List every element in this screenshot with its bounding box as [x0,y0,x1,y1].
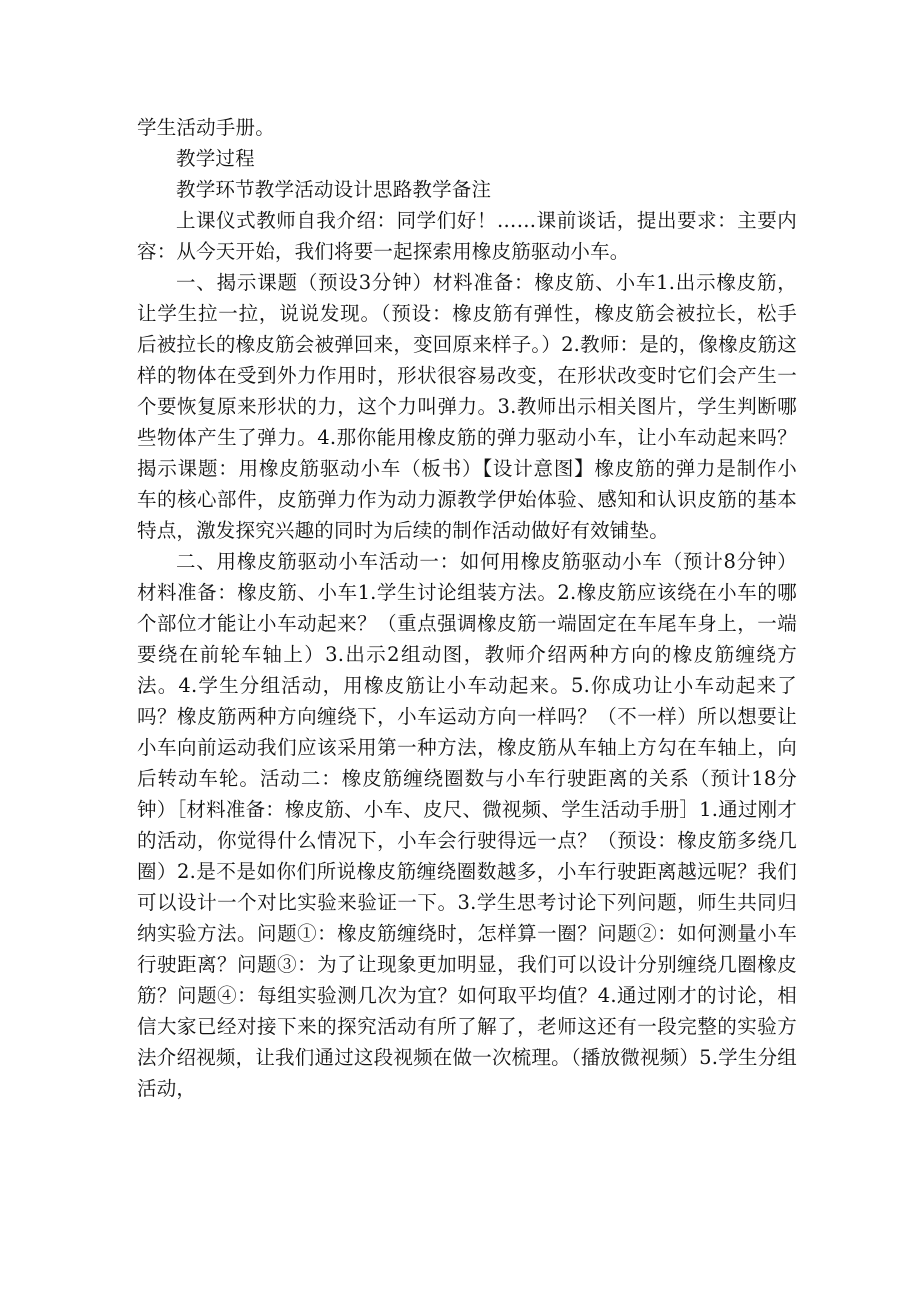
paragraph-teaching-process: 教学过程 [176,147,255,170]
document-body [137,112,797,1104]
paragraph-reveal-topic: 一、揭示课题（预设3分钟）材料准备：橡皮筋、小车1.出示橡皮筋，让学生拉一拉，说说发现。（预设：橡皮筋有弹性，橡皮筋会被拉长，松手后被拉长的橡皮筋会被弹回来，变回原来样子。）2.教师：是的，像橡皮筋这样的物体在受到外力作用时，形状很容易改变，在形状改变时它们会产生一个要恢复原来形状的力，这个力叫弹力。3.教师出示相关图片，学生判断哪些物体产生了弹力。4.那你能用橡皮筋的弹力驱动小车，让小车动起来吗？揭示课题：用橡皮筋驱动小车（板书）【设计意图】橡皮筋的弹力是制作小车的核心部件，皮筋弹力作为动力源教学伊始体验、感知和认识皮筋的基本特点，激发探究兴趣的同时为后续的制作活动做好有效铺垫。 [137,271,797,542]
paragraph-student-handbook: 学生活动手册。 [137,116,275,139]
paragraph-table-headers: 教学环节教学活动设计思路教学备注 [176,178,492,201]
paragraph-class-ceremony: 上课仪式教师自我介绍：同学们好！……课前谈话，提出要求：主要内容：从今天开始，我们将要一起探索用橡皮筋驱动小车。 [137,209,797,263]
paragraph-drive-car-activities: 二、用橡皮筋驱动小车活动一：如何用橡皮筋驱动小车（预计8分钟）材料准备：橡皮筋、小车1.学生讨论组装方法。2.橡皮筋应该绕在小车的哪个部位才能让小车动起来？（重点强调橡皮筋一端固定在车尾车身上，一端要绕在前轮车轴上）3.出示2组动图，教师介绍两种方向的橡皮筋缠绕方法。4.学生分组活动，用橡皮筋让小车动起来。5.你成功让小车动起来了吗？橡皮筋两种方向缠绕下，小车运动方向一样吗？（不一样）所以想要让小车向前运动我们应该采用第一种方法，橡皮筋从车轴上方勾在车轴上，向后转动车轮。活动二：橡皮筋缠绕圈数与小车行驶距离的关系（预计18分钟）［材料准备：橡皮筋、小车、皮尺、微视频、学生活动手册］1.通过刚才的活动，你觉得什么情况下，小车会行驶得远一点？（预设：橡皮筋多绕几圈）2.是不是如你们所说橡皮筋缠绕圈数越多，小车行驶距离越远呢？我们可以设计一个对比实验来验证一下。3.学生思考讨论下列问题，师生共同归纳实验方法。问题①：橡皮筋缠绕时，怎样算一圈？问题②：如何测量小车行驶距离？问题③：为了让现象更加明显，我们可以设计分别缠绕几圈橡皮筋？问题④：每组实验测几次为宜？如何取平均值？4.通过刚才的讨论，相信大家已经对接下来的探究活动有所了解了，老师这还有一段完整的实验方法介绍视频，让我们通过这段视频在做一次梳理。（播放微视频）5.学生分组活动， [137,550,797,1100]
